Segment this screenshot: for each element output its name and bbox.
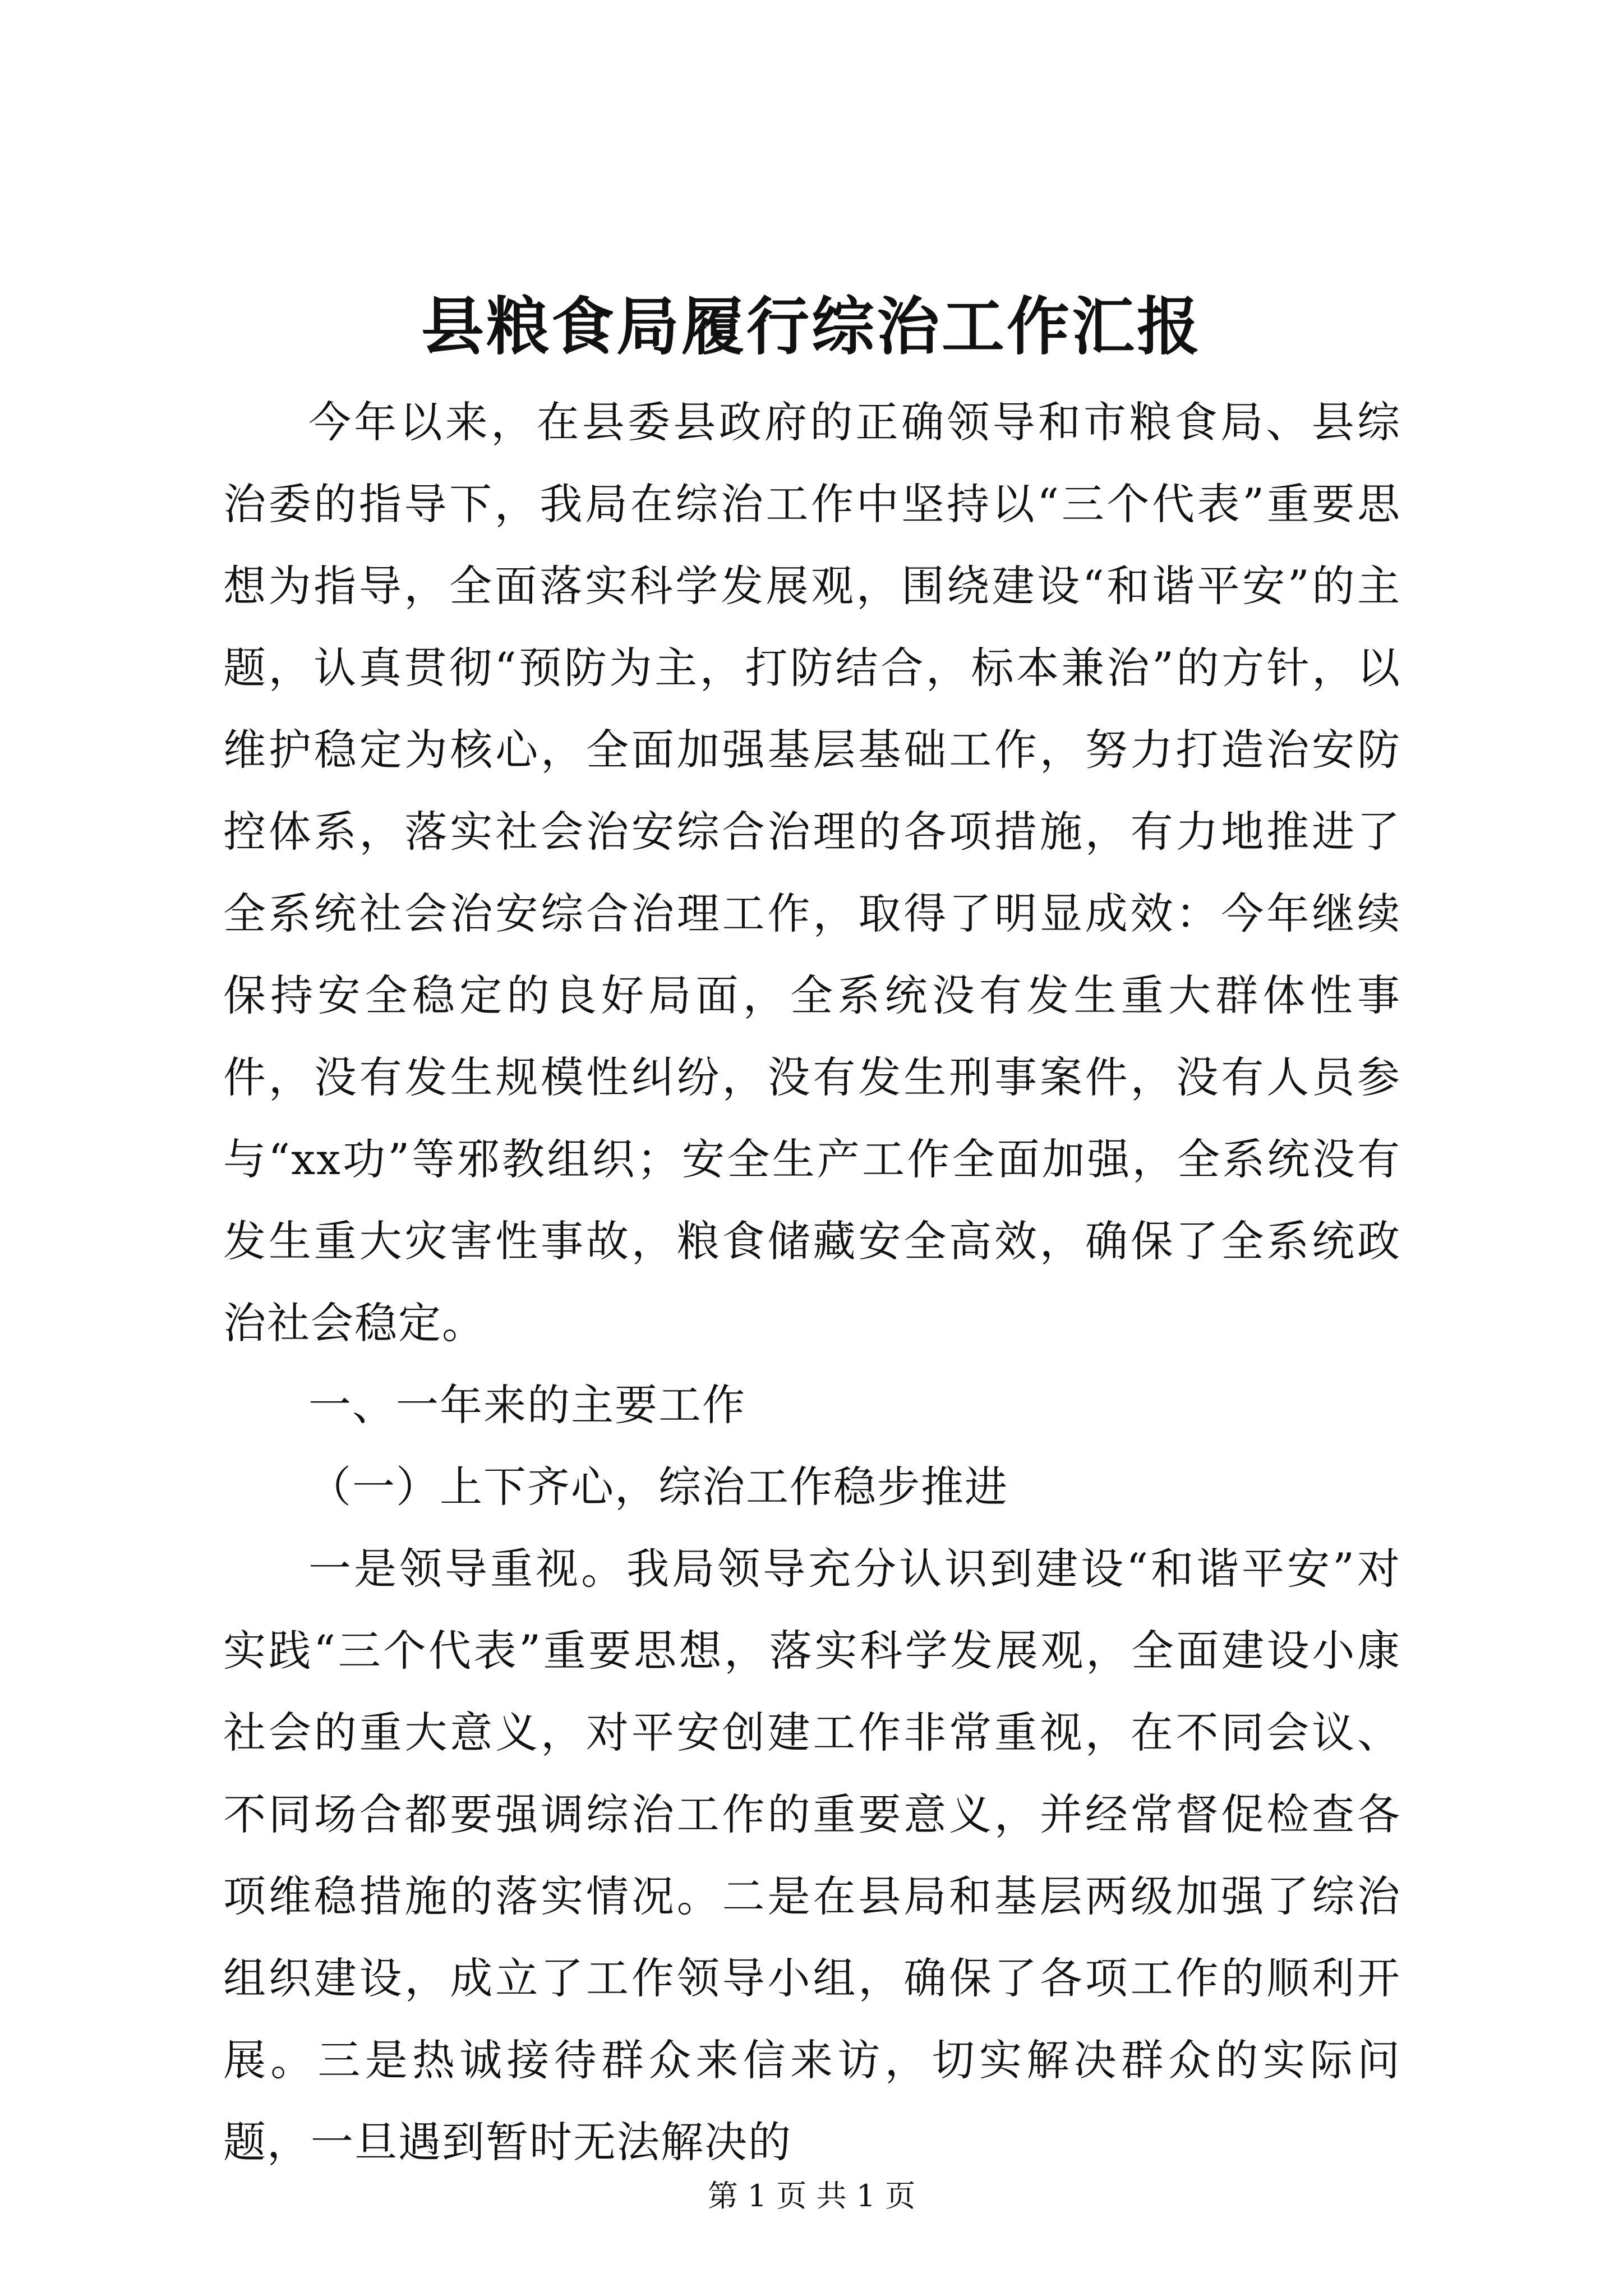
intro-paragraph: 今年以来，在县委县政府的正确领导和市粮食局、县综治委的指导下，我局在综治工作中坚持以“三个代表”重要思想为指导，全面落实科学发展观，围绕建设“和谐平安”的主题，认真贯彻“预防为主，打防结合，标本兼治”的方针，以维护稳定为核心，全面加强基层基础工作，努力打造治安防控体系，落实社会治安综合治理的各项措施，有力地推进了全系统社会治安综合治理工作，取得了明显成效：今年继续保持安全稳定的良好局面，全系统没有发生重大群体性事件，没有发生规模性纠纷，没有发生刑事案件，没有人员参与“xx功”等邪教组织；安全生产工作全面加强，全系统没有发生重大灾害性事故，粮食储藏安全高效，确保了全系统政治社会稳定。	[223, 397, 1401, 1348]
body-paragraph: 一是领导重视。我局领导充分认识到建设“和谐平安”对实践“三个代表”重要思想，落实科学发展观，全面建设小康社会的重大意义，对平安创建工作非常重视，在不同会议、不同场合都要强调综治工作的重要意义，并经常督促检查各项维稳措施的落实情况。二是在县局和基层两级加强了综治组织建设，成立了工作领导小组，确保了各项工作的顺利开展。三是热诚接待群众来信来访，切实解决群众的实际问题，一旦遇到暂时无法解决的	[223, 1544, 1401, 2167]
document-body	[223, 381, 1401, 2183]
page-footer: 第 1 页 共 1 页	[707, 2178, 916, 2214]
document-title: 县粮食局履行综治工作汇报	[421, 290, 1202, 364]
subsection-heading: （一）上下齐心，综治工作稳步推进	[308, 1462, 1008, 1512]
section-heading: 一、一年来的主要工作	[308, 1380, 746, 1430]
